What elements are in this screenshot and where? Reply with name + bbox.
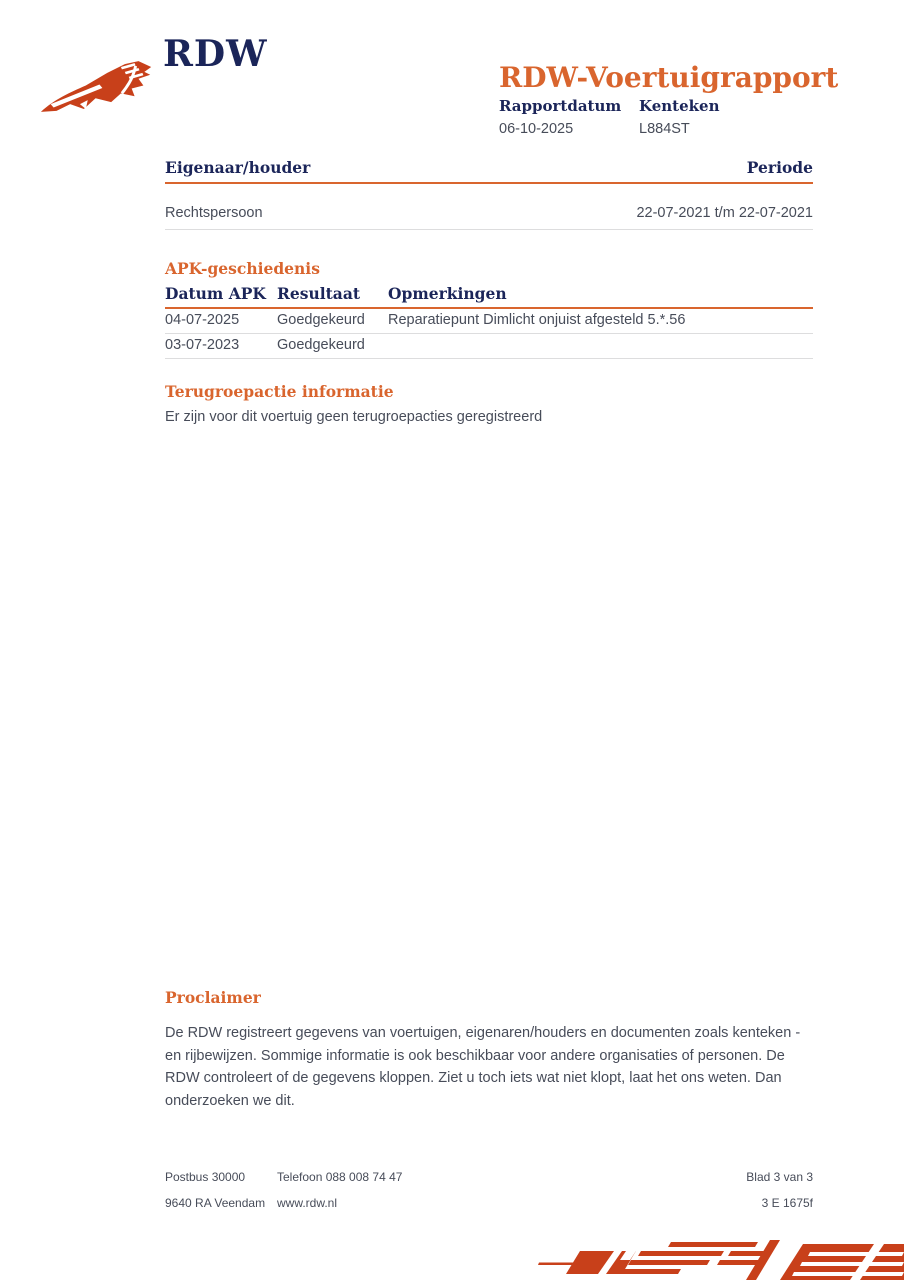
rdw-wing-icon	[37, 55, 159, 119]
apk-row-datum: 03-07-2023	[165, 337, 240, 353]
apk-section-heading: APK-geschiedenis	[165, 259, 320, 278]
period-heading: Periode	[746, 158, 813, 177]
recall-section	[165, 382, 813, 425]
period-value: 22-07-2021 t/m 22-07-2021	[636, 205, 813, 221]
recall-text: Er zijn voor dit voertuig geen terugroepacties geregistreerd	[165, 409, 543, 425]
owner-value: Rechtspersoon	[165, 205, 263, 221]
owner-divider	[165, 182, 813, 184]
apk-col-resultaat: Resultaat	[277, 284, 361, 303]
footer-address-line2: 9640 RA Veendam	[165, 1196, 266, 1210]
apk-row-opmerkingen: Reparatiepunt Dimlicht onjuist afgesteld 5.*.56	[388, 312, 686, 328]
kenteken-block	[639, 97, 719, 137]
proclaimer-heading: Proclaimer	[165, 988, 261, 1007]
apk-row-datum: 04-07-2025	[165, 312, 240, 328]
apk-col-datum: Datum APK	[165, 284, 266, 303]
footer-address-line1: Postbus 30000	[165, 1170, 246, 1184]
table-row	[165, 309, 813, 334]
page-footer	[165, 1170, 813, 1210]
apk-row-resultaat: Goedgekeurd	[277, 337, 365, 353]
owner-section	[165, 158, 813, 230]
apk-table-header	[165, 284, 813, 307]
apk-row-opmerkingen	[388, 334, 813, 358]
kenteken-label: Kenteken	[639, 97, 720, 115]
rapportdatum-label: Rapportdatum	[499, 97, 622, 115]
table-row	[165, 334, 813, 359]
speed-stripes-graphic	[518, 1240, 904, 1280]
rapportdatum-block	[499, 97, 639, 137]
proclaimer-section	[165, 988, 813, 1112]
footer-website: www.rdw.nl	[277, 1196, 338, 1210]
proclaimer-text: De RDW registreert gegevens van voertuigen, eigenaren/houders en documenten zoals kenteken - en rijbewijzen. Sommige informatie is ook beschikbaar voor andere organisaties of personen. De RDW controleert of de gegevens kloppen. Ziet u toch iets wat niet klopt, laat het ons weten. Dan onderzoeken we dit.	[165, 1025, 801, 1109]
page-title: RDW-Voertuigrapport	[499, 60, 839, 94]
report-meta	[499, 97, 719, 137]
footer-page-indicator: Blad 3 van 3	[746, 1170, 813, 1184]
footer-phone: Telefoon 088 008 74 47	[277, 1170, 403, 1184]
apk-history-section	[165, 259, 813, 359]
kenteken-value: L884ST	[639, 121, 690, 137]
footer-doc-code: 3 E 1675f	[761, 1196, 813, 1210]
rapportdatum-value: 06-10-2025	[499, 121, 574, 137]
owner-row-divider	[165, 229, 813, 230]
owner-heading: Eigenaar/houder	[165, 158, 311, 177]
apk-col-opmerkingen: Opmerkingen	[388, 284, 507, 303]
recall-section-heading: Terugroepactie informatie	[165, 382, 394, 401]
brand-wordmark: RDW	[163, 33, 268, 75]
apk-row-resultaat: Goedgekeurd	[277, 312, 365, 328]
